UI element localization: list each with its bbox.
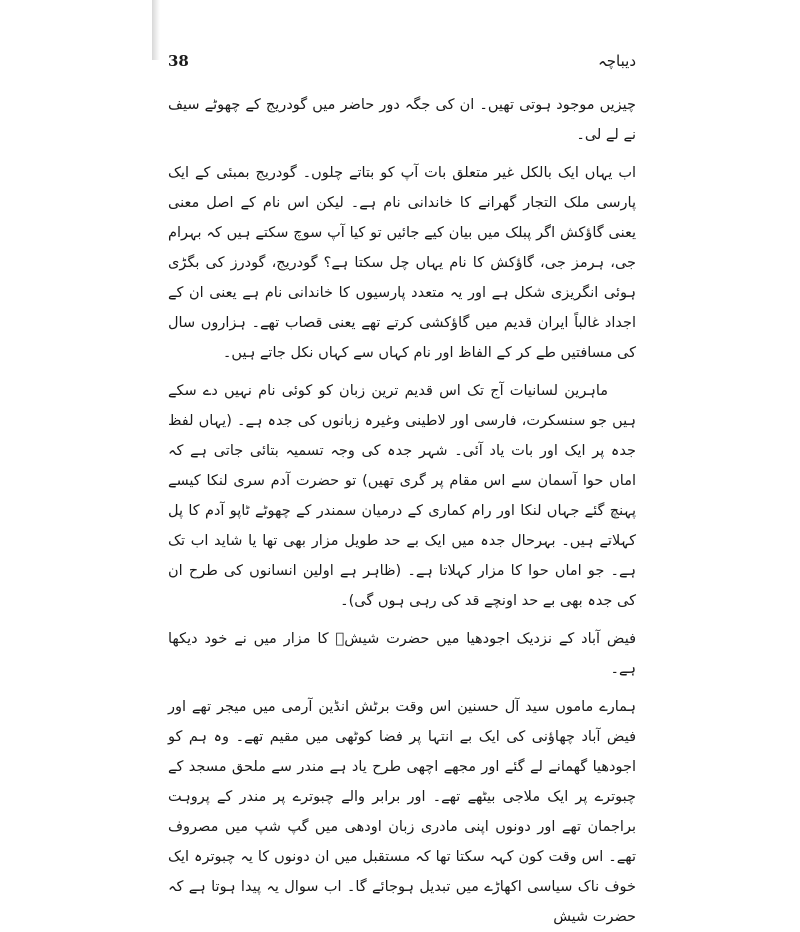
paragraph: ماہرین لسانیات آج تک اس قدیم ترین زبان کو کوئی نام نہیں دے سکے ہیں جو سنسکرت، فارسی اور لاطینی وغیرہ زبانوں کی جدہ ہے۔ (یہاں لفظ جدہ پر ایک اور بات یاد آئی۔ شہر جدہ کی وجہ تسمیہ بتائی جاتی ہے کہ اماں حوا آسمان سے اس مقام پر گری تھیں) تو حضرت آدم سری لنکا کیسے پہنچ گئے جہاں لنکا اور رام کماری کے درمیان سمندر کے چھوٹے ٹاپو آدم کا پل کہلاتے ہیں۔ بہرحال جدہ میں ایک بے حد طویل مزار بھی تھا یا شاید اب تک ہے۔ جو اماں حوا کا مزار کہلاتا ہے۔ (ظاہر ہے اولین انسانوں کی طرح ان کی جدہ بھی بے حد اونچے قد کی رہی ہوں گی)۔ bbox=[168, 383, 636, 609]
paragraph: چیزیں موجود ہوتی تھیں۔ ان کی جگہ دور حاضر میں گودریج کے چھوٹے سیف نے لے لی۔ bbox=[168, 97, 636, 143]
paragraph: ہمارے ماموں سید آل حسنین اس وقت برٹش انڈین آرمی میں میجر تھے اور فیض آباد چھاؤنی کی ایک بے انتہا پر فضا کوٹھی میں مقیم تھے۔ وہ ہم کو اجودھیا گھمانے لے گئے اور مجھے اچھی طرح یاد ہے مندر سے ملحق مسجد کے چبوترے پر ایک ملاجی بیٹھے تھے۔ اور برابر والے چبوترے پر مندر کے پروہت براجمان تھے اور دونوں اپنی مادری زبان اودھی میں گپ شپ میں مصروف تھے۔ اس وقت کون کہہ سکتا تھا کہ مستقبل میں ان دونوں کا یہ چبوترہ ایک خوف ناک سیاسی اکھاڑے میں تبدیل ہوجائے گا۔ اب سوال یہ پیدا ہوتا ہے کہ حضرت شیش bbox=[168, 699, 636, 925]
scan-shadow bbox=[152, 0, 160, 60]
paragraph: اب یہاں ایک بالکل غیر متعلق بات آپ کو بتاتے چلوں۔ گودریج بمبئی کے ایک پارسی ملک التجار گھرانے کا خاندانی نام ہے۔ لیکن اس نام کے اصل معنی یعنی گاؤکش اگر پبلک میں بیان کیے جائیں تو کیا آپ سوچ سکتے ہیں کہ بہرام جی، ہرمز جی، گاؤکش کا نام یہاں چل سکتا ہے؟ گودریج، گودرز کی بگڑی ہوئی انگریزی شکل ہے اور یہ متعدد پارسیوں کا خاندانی نام ہے یعنی ان کے اجداد غالباً ایران قدیم میں گاؤکشی کرتے تھے یعنی قصاب تھے۔ ہزاروں سال کی مسافتیں طے کر کے الفاظ اور نام کہاں سے کہاں نکل جاتے ہیں۔ bbox=[168, 165, 636, 361]
paragraph: فیض آباد کے نزدیک اجودھیا میں حضرت شیشؑ کا مزار میں نے خود دیکھا ہے۔ bbox=[168, 631, 636, 677]
page-header bbox=[168, 52, 636, 78]
page-number: 38 bbox=[168, 52, 189, 70]
running-title: دیباچہ bbox=[597, 52, 636, 70]
body-text bbox=[168, 90, 636, 925]
